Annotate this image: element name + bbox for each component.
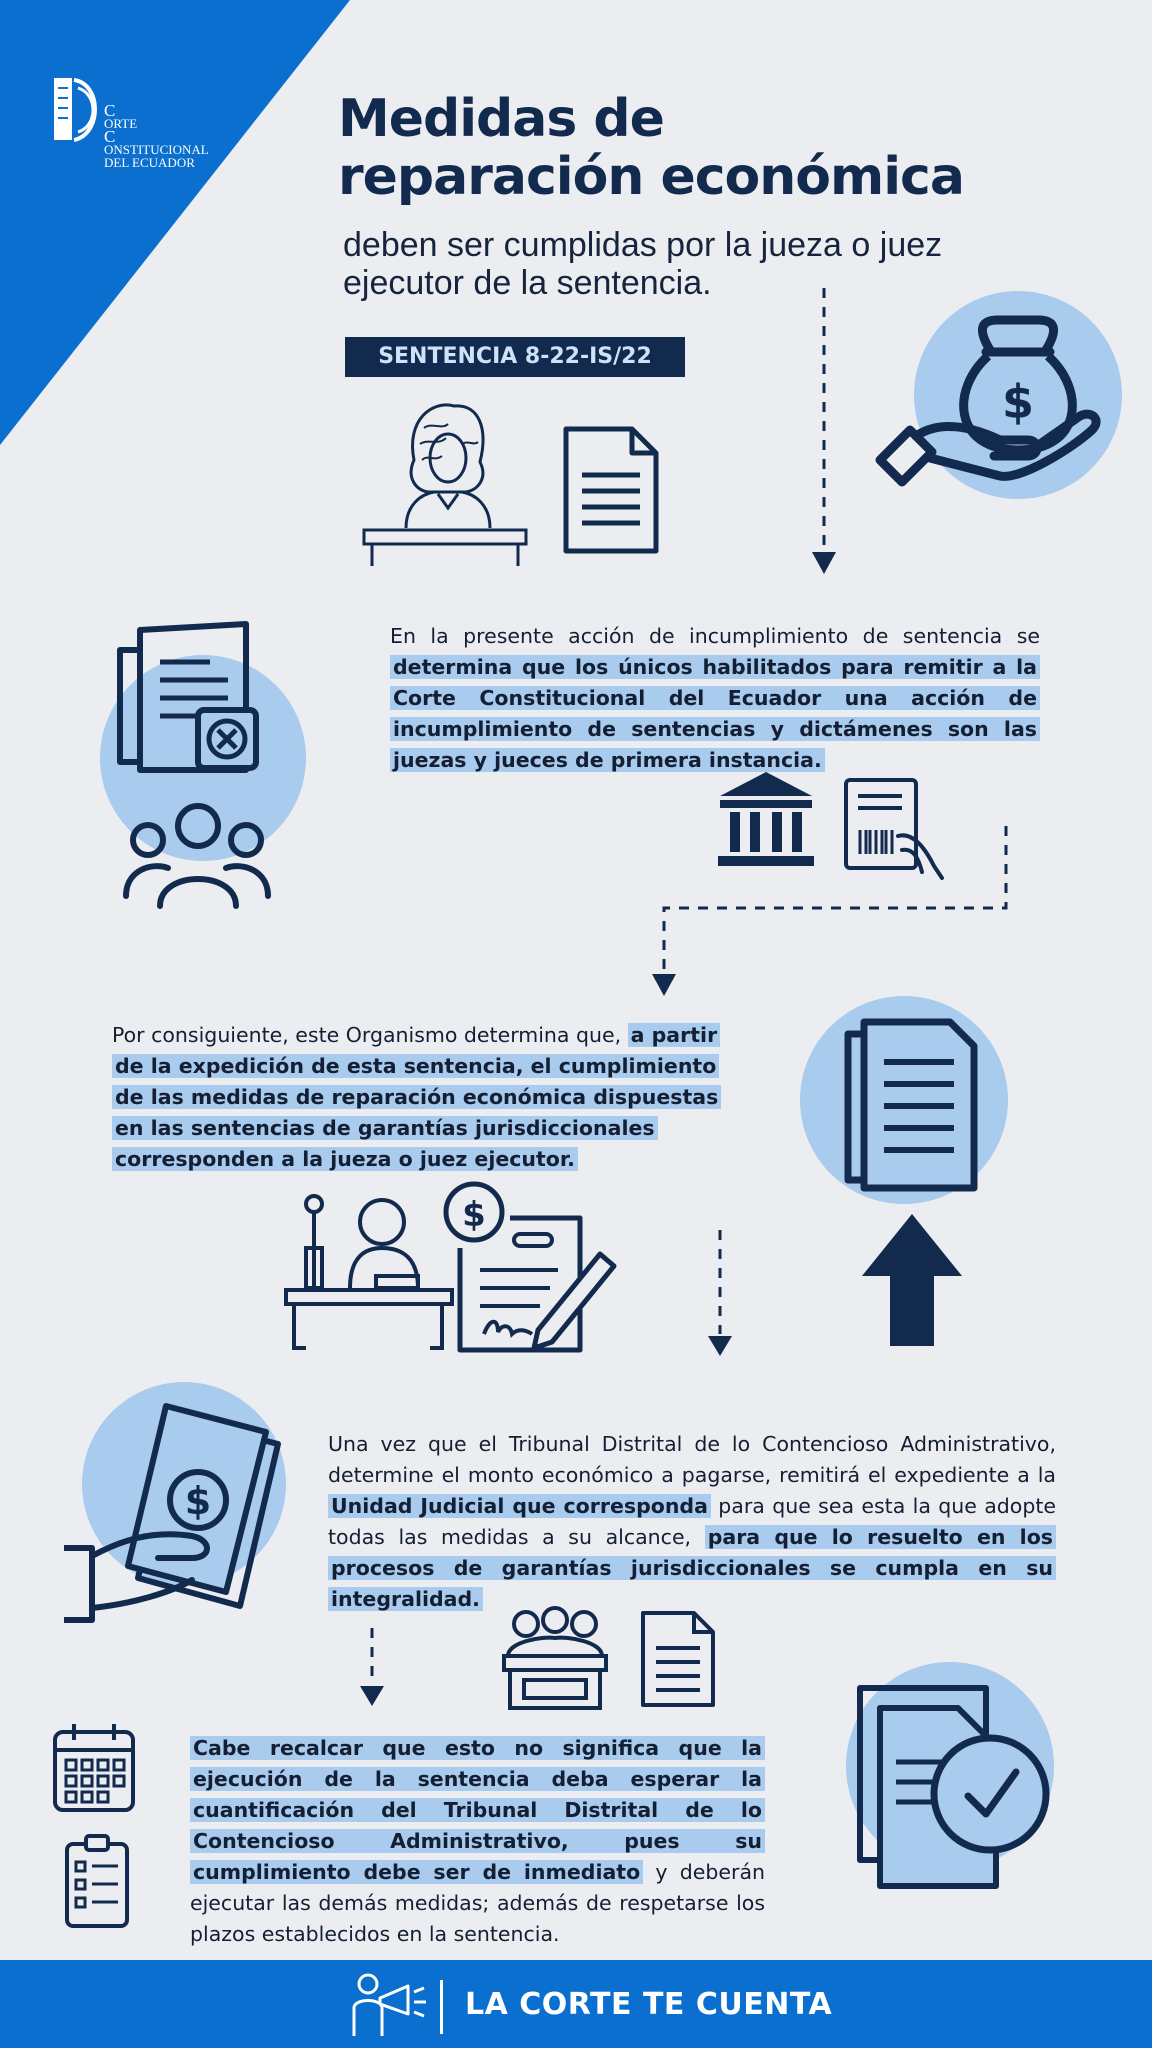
money-bag-hand-icon	[870, 290, 1120, 530]
paragraph-3	[328, 1429, 1056, 1615]
checklist-icon	[64, 1834, 130, 1928]
subtitle: deben ser cumplidas por la jueza o juez ejecutor de la sentencia.	[343, 226, 943, 302]
court-logo	[52, 74, 242, 170]
documents-stack-icon	[800, 1000, 1010, 1200]
logo-text	[104, 101, 209, 170]
svg-text:$: $	[462, 1195, 486, 1235]
title-line-1: Medidas de	[338, 89, 664, 149]
speaker-podium-icon	[284, 1192, 454, 1352]
calendar-icon	[52, 1722, 136, 1814]
logo-line-2: ONSTITUCIONAL	[104, 142, 209, 157]
dashed-arrow-2	[648, 826, 1010, 998]
document-icon-2	[640, 1610, 716, 1708]
paragraph-1	[390, 621, 1040, 776]
contract-signing-icon	[440, 1178, 620, 1354]
court-logo-icon	[52, 74, 102, 146]
cash-hand-icon	[62, 1380, 292, 1630]
svg-text:$: $	[184, 1479, 212, 1523]
paragraph-4-highlight: Cabe recalcar que esto no significa que la ejecución de la sentencia deba esperar la cuantificación del Tribunal Distrital de lo Contencioso Administrativo, pues su cumplimiento debe ser de inmediato	[190, 1736, 765, 1884]
paragraph-4	[190, 1733, 765, 1950]
megaphone-icon	[350, 1972, 430, 2038]
logo-line-3: DEL ECUADOR	[104, 155, 195, 170]
svg-text:$: $	[1001, 375, 1035, 429]
judge-icon	[362, 400, 532, 570]
paragraph-2-highlight: a partir de la expedición de esta sentencia, el cumplimiento de las medidas de reparación económica dispuestas en las sentencias de garantías jurisdiccionales corresponden a la jueza o juez ejecutor.	[112, 1023, 721, 1171]
paragraph-3-plain-2: para que sea esta la que adopte todas las medidas a su alcance,	[328, 1494, 1057, 1549]
footer-label: LA CORTE TE CUENTA	[465, 1987, 833, 2022]
dashed-arrow-3	[708, 1230, 732, 1358]
dashed-arrow-1	[812, 288, 836, 578]
corner-banner	[0, 0, 350, 445]
page-title	[338, 90, 1058, 206]
tribunal-icon	[502, 1606, 608, 1710]
paragraph-2	[112, 1020, 734, 1175]
title-line-2: reparación económica	[338, 147, 964, 207]
paragraph-2-plain: Por consiguiente, este Organismo determina que,	[112, 1023, 628, 1047]
paragraph-1-highlight: determina que los únicos habilitados para remitir a la Corte Constitucional del Ecuador una acción de incumplimiento de sentencias y dictámenes son las juezas y jueces de primera instancia.	[390, 655, 1040, 772]
group-people-icon	[122, 802, 272, 912]
sentence-badge: SENTENCIA 8-22-IS/22	[345, 337, 685, 377]
dashed-arrow-4	[360, 1628, 384, 1708]
up-arrow-icon	[860, 1212, 964, 1348]
footer-divider	[440, 1980, 443, 2034]
paragraph-1-plain: En la presente acción de incumplimiento de sentencia se	[390, 624, 1040, 648]
logo-initial-2: C	[104, 127, 116, 146]
logo-initial-1: C	[104, 101, 116, 120]
logo-line-1: ORTE	[104, 116, 138, 131]
document-icon	[562, 425, 660, 555]
paragraph-3-highlight-2: para que lo resuelto en los procesos de garantías jurisdiccionales se cumpla en su integralidad.	[328, 1525, 1056, 1611]
paragraph-3-plain-1: Una vez que el Tribunal Distrital de lo Contencioso Administrativo, determine el monto económico a pagarse, remitirá el expediente a la	[328, 1432, 1056, 1487]
paragraph-4-plain: y deberán ejecutar las demás medidas; además de respetarse los plazos establecidos en la sentencia.	[190, 1860, 765, 1946]
paragraph-3-highlight-1: Unidad Judicial que corresponda	[328, 1494, 711, 1518]
document-clock-icon	[846, 1664, 1062, 1894]
